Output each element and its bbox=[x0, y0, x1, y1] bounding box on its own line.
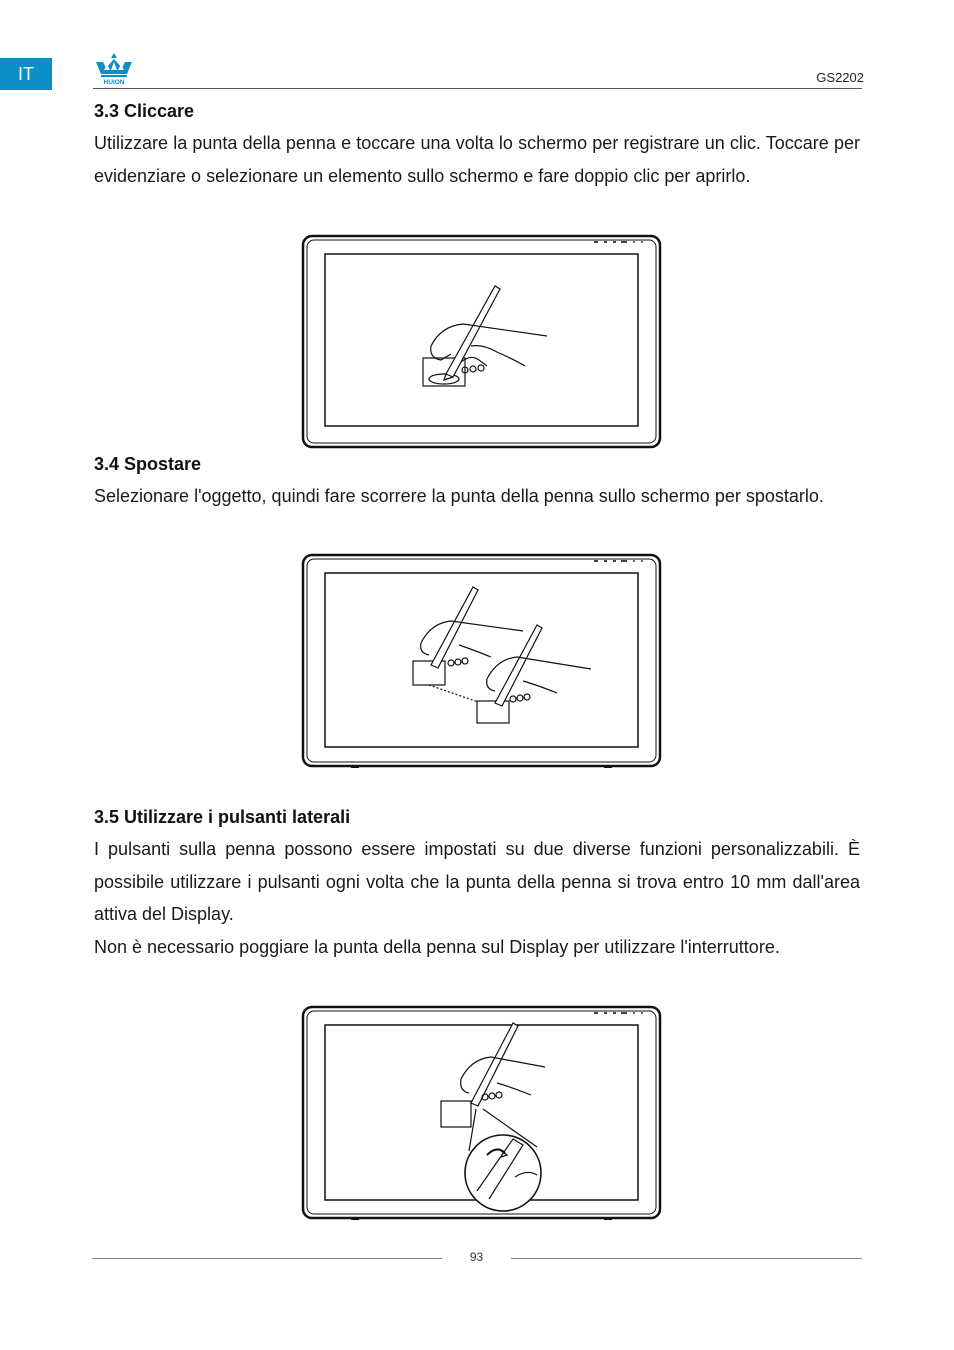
language-tab: IT bbox=[0, 58, 52, 90]
side-buttons-illustration bbox=[301, 1005, 662, 1221]
section-title: 3.3 Cliccare bbox=[94, 101, 195, 121]
section-paragraph: I pulsanti sulla penna possono essere impostati su due diverse funzioni personalizzabili. È possibile utilizzare i pulsanti ogni volta che la punta della penna si trova entro 10 mm dall'area attiva del Display. bbox=[94, 839, 860, 924]
section-spostare bbox=[94, 452, 860, 513]
section-paragraph: Non è necessario poggiare la punta della penna sul Display per utilizzare l'interruttore. bbox=[94, 936, 780, 957]
section-paragraph: Utilizzare la punta della penna e toccare una volta lo schermo per registrare un clic. Toccare per evidenziare o selezionare un elemento sullo schermo e fare doppio clic per aprirlo. bbox=[94, 133, 860, 186]
section-title: 3.4 Spostare bbox=[94, 454, 202, 474]
page-number: 93 bbox=[469, 1250, 484, 1264]
header-divider bbox=[93, 88, 862, 89]
model-name: GS2202 bbox=[816, 70, 864, 85]
footer-divider-left bbox=[92, 1258, 442, 1259]
logo-wordmark: HUION bbox=[103, 79, 125, 86]
move-illustration bbox=[301, 553, 662, 769]
footer-divider-right bbox=[511, 1258, 862, 1259]
section-cliccare bbox=[94, 99, 860, 192]
huion-logo bbox=[93, 52, 135, 86]
click-illustration bbox=[301, 234, 662, 450]
section-paragraph: Selezionare l'oggetto, quindi fare scorrere la punta della penna sullo schermo per spostarlo. bbox=[94, 486, 824, 506]
section-pulsanti-laterali bbox=[94, 805, 860, 963]
section-title: 3.5 Utilizzare i pulsanti laterali bbox=[94, 807, 351, 827]
